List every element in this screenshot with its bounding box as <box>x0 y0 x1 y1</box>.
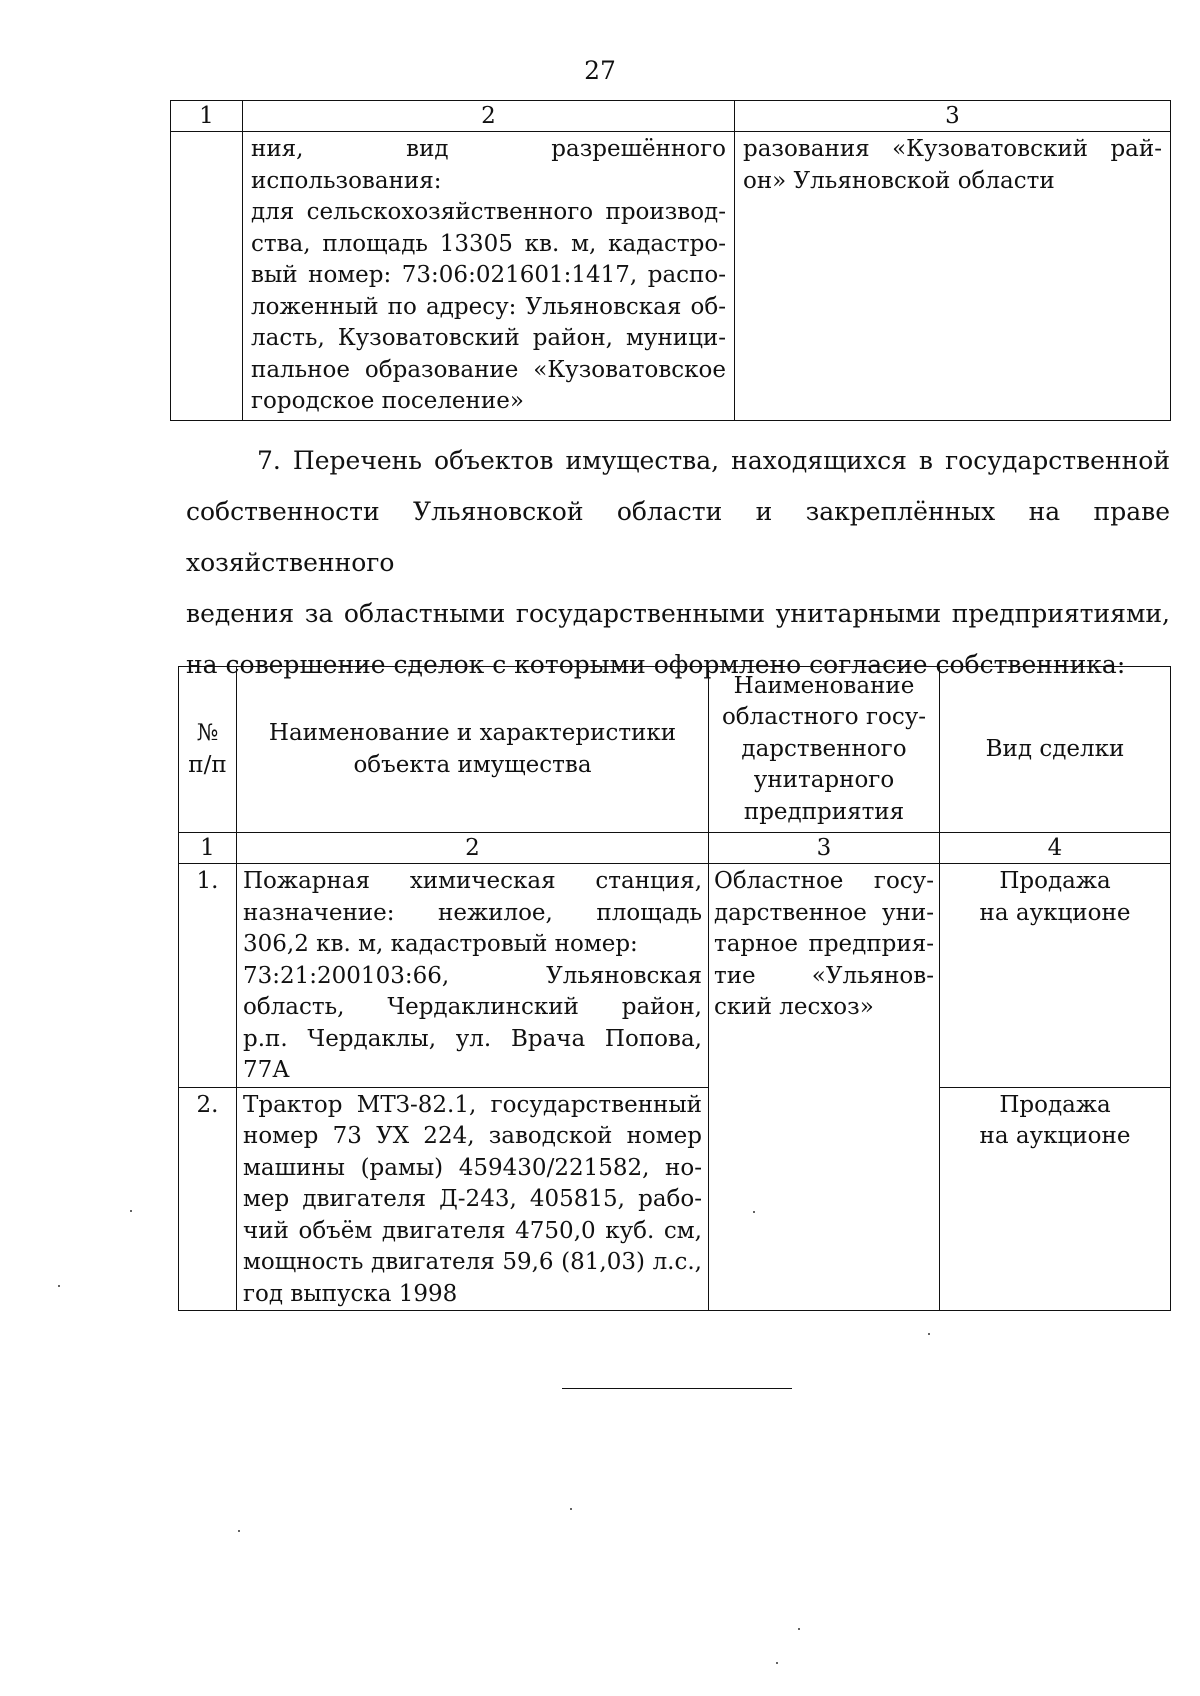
column-number: 1 <box>171 101 243 132</box>
text-line: Трактор МТЗ-82.1, государственный <box>243 1091 702 1118</box>
text-line: мощность двигателя 59,6 (81,03) л.с., <box>243 1249 702 1275</box>
scan-speck <box>798 1628 800 1630</box>
column-number: 2 <box>237 833 709 864</box>
header-number <box>179 667 237 833</box>
column-number-row <box>179 833 1171 864</box>
scan-speck <box>130 1210 132 1212</box>
text-line: область, Чердаклинский район, <box>243 994 702 1020</box>
text-line: год выпуска 1998 <box>243 1280 458 1307</box>
text-line: для сельскохозяйственного производ- <box>251 199 726 225</box>
header-deal: Вид сделки <box>940 667 1171 833</box>
deal-type-cell <box>940 864 1171 1088</box>
header-enterprise <box>709 667 940 833</box>
header-line: № <box>196 720 219 746</box>
text-line: назначение: нежилое, площадь <box>243 899 702 926</box>
text-line: номер 73 УХ 224, заводской номер <box>243 1123 702 1149</box>
header-line: Наименование <box>733 672 915 699</box>
header-line: п/п <box>188 751 227 778</box>
column-number-row <box>171 101 1171 132</box>
text-line: тие «Ульянов- <box>714 962 934 989</box>
row-number: 2. <box>179 1087 237 1311</box>
text-line: ложенный по адресу: Ульяновская об- <box>251 293 726 320</box>
text-line: мер двигателя Д-243, 405815, рабо- <box>243 1186 702 1212</box>
text-line: р.п. Чердаклы, ул. Врача Попова, <box>243 1025 702 1052</box>
text-line: 77А <box>243 1057 290 1083</box>
text-line: дарственное уни- <box>714 899 934 926</box>
text-line: 306,2 кв. м, кадастровый номер: <box>243 931 638 957</box>
text-line: разования «Кузоватовский рай- <box>743 136 1162 162</box>
text-line: он» Ульяновской области <box>743 167 1055 194</box>
column-number: 3 <box>735 101 1171 132</box>
scan-speck <box>928 1333 930 1335</box>
text-line: чий объём двигателя 4750,0 куб. см, <box>243 1217 702 1244</box>
column-number: 4 <box>940 833 1171 864</box>
paragraph-line: ведения за областными государственными унитарными предприятиями, <box>186 599 1170 628</box>
header-line: унитарного <box>753 767 895 794</box>
header-line: дарственного <box>741 735 907 762</box>
property-table <box>178 666 1171 1311</box>
column-number: 1 <box>179 833 237 864</box>
owner-cell <box>735 132 1171 421</box>
text-line: машины (рамы) 459430/221582, но- <box>243 1154 702 1181</box>
text-line: пальное образование «Кузоватовское <box>251 356 726 383</box>
scan-speck <box>753 1211 755 1213</box>
object-description-cell <box>243 132 735 421</box>
scan-speck <box>570 1508 572 1510</box>
text-line: тарное предприя- <box>714 931 934 957</box>
deal-type-cell <box>940 1087 1171 1311</box>
table-row <box>171 132 1171 421</box>
paragraph-line: на совершение сделок с которыми оформлено согласие собственника: <box>186 650 1126 679</box>
text-line: Областное госу- <box>714 868 934 894</box>
text-line: городское поселение» <box>251 388 524 414</box>
paragraph-line: 7. Перечень объектов имущества, находящихся в государственной <box>257 446 1170 475</box>
header-object <box>237 667 709 833</box>
table-row <box>179 864 1171 1088</box>
paragraph-line: собственности Ульяновской области и закреплённых на праве хозяйственного <box>186 497 1170 577</box>
row-number: 1. <box>179 864 237 1088</box>
column-number: 3 <box>709 833 940 864</box>
text-line: на аукционе <box>979 899 1131 926</box>
text-line: ласть, Кузоватовский район, муници- <box>251 325 726 351</box>
number-cell <box>171 132 243 421</box>
header-line: областного госу- <box>721 704 927 731</box>
object-description-cell <box>237 1087 709 1311</box>
end-divider <box>562 1388 792 1389</box>
continuation-table <box>170 100 1171 421</box>
text-line: ния, вид разрешённого использования: <box>251 136 726 194</box>
text-line: вый номер: 73:06:021601:1417, распо- <box>251 262 726 288</box>
text-line: 73:21:200103:66, Ульяновская <box>243 962 702 989</box>
column-number: 2 <box>243 101 735 132</box>
enterprise-cell <box>709 864 940 1311</box>
table-header-row <box>179 667 1171 833</box>
object-description-cell <box>237 864 709 1088</box>
scan-speck <box>776 1662 778 1664</box>
scan-speck <box>58 1285 60 1287</box>
header-line: объекта имущества <box>353 751 592 778</box>
text-line: ский лесхоз» <box>714 994 874 1020</box>
text-line: Продажа <box>999 1091 1111 1118</box>
section-paragraph <box>186 435 1170 690</box>
text-line: Продажа <box>999 868 1111 894</box>
header-line: предприятия <box>743 798 905 825</box>
text-line: Пожарная химическая станция, <box>243 868 702 894</box>
text-line: ства, площадь 13305 кв. м, кадастро- <box>251 230 726 257</box>
scan-speck <box>238 1530 240 1532</box>
header-line: Наименование и характеристики <box>268 720 677 746</box>
text-line: на аукционе <box>979 1123 1131 1149</box>
table-row <box>179 1087 1171 1311</box>
page-number: 27 <box>584 56 616 85</box>
